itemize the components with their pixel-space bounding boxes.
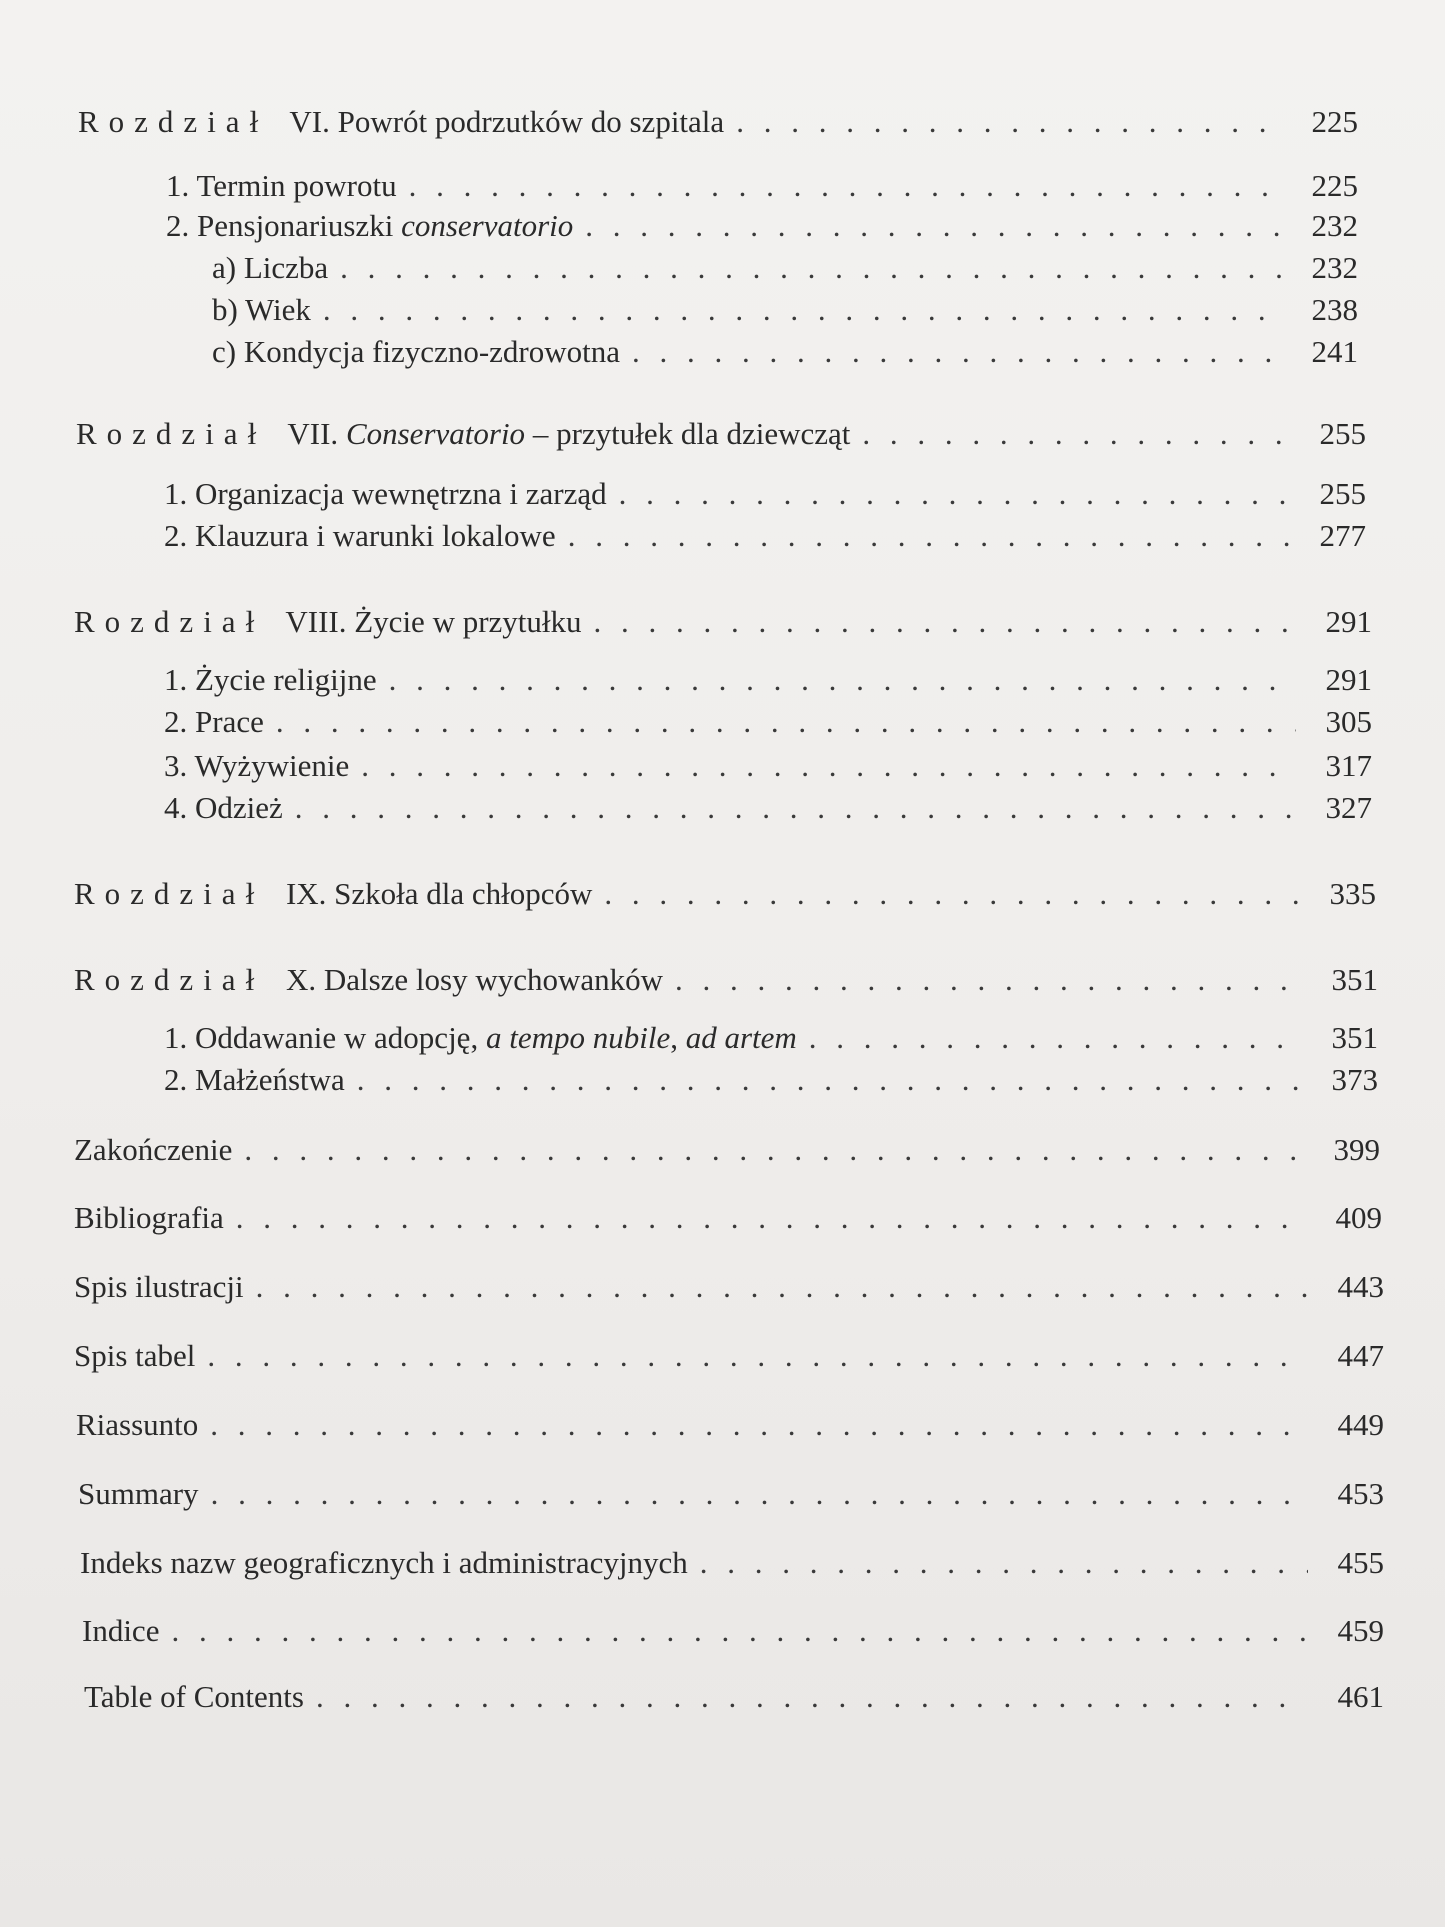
section-label: 1. Życie religijne: [164, 662, 377, 697]
toc-chapter-10[interactable]: [74, 960, 1378, 1000]
page-number: 225: [1311, 168, 1358, 203]
section-label: 1. Organizacja wewnętrzna i zarząd: [164, 476, 607, 511]
page-number: 447: [1337, 1338, 1384, 1373]
dot-leader: [619, 474, 1290, 514]
toc-back-matter-item[interactable]: [74, 1336, 1384, 1376]
page-number: 327: [1325, 790, 1372, 825]
page-number: 291: [1325, 662, 1372, 697]
dot-leader: [700, 1543, 1308, 1583]
dot-leader: [295, 788, 1296, 828]
section-label: 2. Małżeństwa: [164, 1062, 345, 1097]
chapter-word: Rozdział: [74, 962, 265, 997]
dot-leader: [210, 1405, 1308, 1445]
entry-label: Summary: [78, 1476, 199, 1511]
section-label: 2. Klauzura i warunki lokalowe: [164, 518, 556, 553]
toc-section[interactable]: [164, 1060, 1378, 1100]
page-number: 409: [1335, 1200, 1382, 1235]
toc-subsection[interactable]: [212, 248, 1358, 288]
dot-leader: [211, 1474, 1308, 1514]
page-number: 443: [1337, 1269, 1384, 1304]
dot-leader: [323, 290, 1282, 330]
toc-back-matter-item[interactable]: [74, 1198, 1382, 1238]
page-number: 277: [1319, 518, 1366, 553]
toc-section[interactable]: [164, 516, 1366, 556]
section-label: 3. Wyżywienie: [164, 748, 350, 783]
chapter-title: VIII. Życie w przytułku: [285, 604, 582, 639]
chapter-title: VI. Powrót podrzutków do szpitala: [289, 104, 725, 139]
chapter-title: IX. Szkoła dla chłopców: [285, 876, 593, 911]
page-number: 399: [1333, 1132, 1380, 1167]
section-label: 2. Prace: [164, 704, 264, 739]
toc-section[interactable]: [164, 702, 1372, 742]
toc-section[interactable]: [164, 788, 1372, 828]
entry-label: Riassunto: [76, 1407, 199, 1442]
toc-chapter-6[interactable]: [78, 102, 1358, 142]
dot-leader: [256, 1267, 1308, 1307]
toc-section[interactable]: [164, 474, 1366, 514]
section-label: 1. Oddawanie w adopcję, a tempo nubile, ad artem: [164, 1020, 797, 1055]
dot-leader: [171, 1611, 1308, 1651]
dot-leader: [340, 248, 1282, 288]
dot-leader: [675, 960, 1302, 1000]
toc-section[interactable]: [164, 1018, 1378, 1058]
toc-back-matter-item[interactable]: [80, 1543, 1384, 1583]
dot-leader: [809, 1018, 1302, 1058]
page-number: 255: [1319, 416, 1366, 451]
section-label: 2. Pensjonariuszki conservatorio: [166, 208, 574, 243]
toc-section[interactable]: [166, 166, 1358, 206]
chapter-word: Rozdział: [78, 104, 269, 139]
section-label: b) Wiek: [212, 292, 311, 327]
page-number: 225: [1311, 104, 1358, 139]
page-number: 335: [1329, 876, 1376, 911]
toc-chapter-8[interactable]: [74, 602, 1372, 642]
chapter-title: VII. Conservatorio – przytułek dla dziewcząt: [287, 416, 851, 451]
page-number: 317: [1325, 748, 1372, 783]
entry-label: Zakończenie: [74, 1132, 233, 1167]
page-number: 305: [1325, 704, 1372, 739]
page-number: 455: [1337, 1545, 1384, 1580]
dot-leader: [276, 702, 1296, 742]
page-number: 459: [1337, 1613, 1384, 1648]
dot-leader: [604, 874, 1300, 914]
dot-leader: [207, 1336, 1308, 1376]
toc-back-matter-item[interactable]: [74, 1130, 1380, 1170]
dot-leader: [316, 1677, 1308, 1717]
toc-section[interactable]: [164, 660, 1372, 700]
dot-leader: [632, 332, 1282, 372]
page-number: 351: [1331, 1020, 1378, 1055]
page-number: 453: [1337, 1476, 1384, 1511]
toc-subsection[interactable]: [212, 290, 1358, 330]
page-number: 255: [1319, 476, 1366, 511]
page-number: 351: [1331, 962, 1378, 997]
entry-label: Spis ilustracji: [74, 1269, 244, 1304]
toc-back-matter-item[interactable]: [82, 1611, 1384, 1651]
dot-leader: [409, 166, 1282, 206]
dot-leader: [585, 206, 1282, 246]
chapter-title: X. Dalsze losy wychowanków: [285, 962, 664, 997]
toc-chapter-7[interactable]: [76, 414, 1366, 454]
toc-chapter-9[interactable]: [74, 874, 1376, 914]
page-number: 238: [1311, 292, 1358, 327]
chapter-word: Rozdział: [74, 604, 265, 639]
dot-leader: [568, 516, 1290, 556]
dot-leader: [862, 414, 1290, 454]
entry-label: Indice: [82, 1613, 160, 1648]
toc-back-matter-item[interactable]: [78, 1474, 1384, 1514]
page-number: 232: [1311, 208, 1358, 243]
dot-leader: [357, 1060, 1302, 1100]
chapter-word: Rozdział: [74, 876, 265, 911]
entry-label: Table of Contents: [84, 1679, 304, 1714]
page-number: 232: [1311, 250, 1358, 285]
section-label: c) Kondycja fizyczno-zdrowotna: [212, 334, 620, 369]
entry-label: Spis tabel: [74, 1338, 196, 1373]
dot-leader: [361, 746, 1296, 786]
toc-back-matter-item[interactable]: [74, 1267, 1384, 1307]
dot-leader: [594, 602, 1296, 642]
toc-back-matter-item[interactable]: [84, 1677, 1384, 1717]
dot-leader: [389, 660, 1296, 700]
dot-leader: [236, 1198, 1306, 1238]
dot-leader: [244, 1130, 1304, 1170]
section-label: 1. Termin powrotu: [166, 168, 397, 203]
dot-leader: [736, 102, 1282, 142]
section-label: 4. Odzież: [164, 790, 283, 825]
chapter-word: Rozdział: [76, 416, 267, 451]
toc-subsection[interactable]: [212, 332, 1358, 372]
page-number: 291: [1325, 604, 1372, 639]
section-label: a) Liczba: [212, 250, 329, 285]
page-number: 461: [1337, 1679, 1384, 1714]
toc-section[interactable]: [166, 206, 1358, 246]
page-number: 241: [1311, 334, 1358, 369]
page-number: 449: [1337, 1407, 1384, 1442]
toc-section[interactable]: [164, 746, 1372, 786]
toc-back-matter-item[interactable]: [76, 1405, 1384, 1445]
entry-label: Bibliografia: [74, 1200, 224, 1235]
entry-label: Indeks nazw geograficznych i administracyjnych: [80, 1545, 688, 1580]
page-number: 373: [1331, 1062, 1378, 1097]
